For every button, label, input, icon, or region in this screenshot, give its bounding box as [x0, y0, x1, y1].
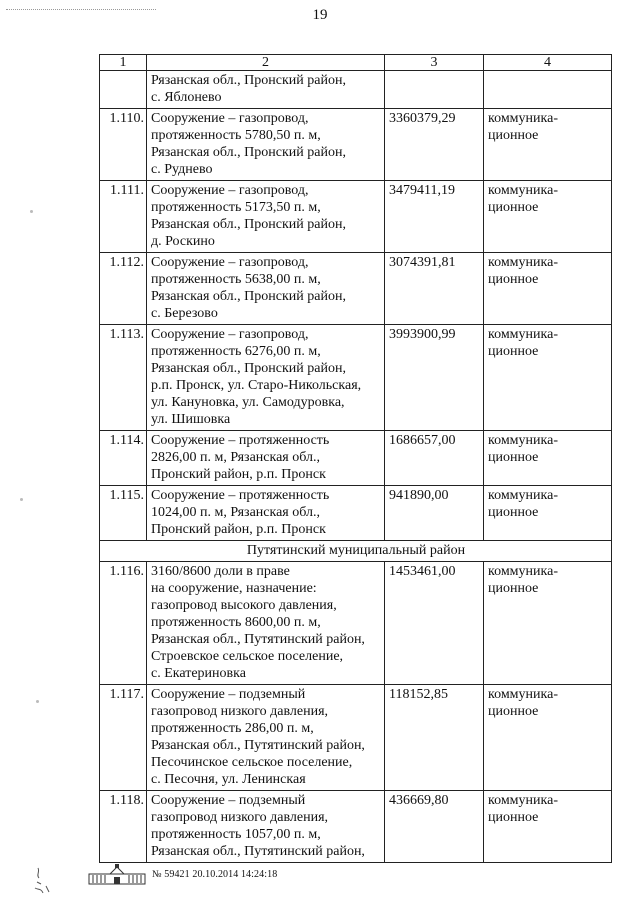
description-line: Сооружение – газопровод, [151, 183, 309, 198]
item-number: 1.118. [100, 791, 147, 863]
description-line: Сооружение – газопровод, [151, 255, 309, 270]
description-line: 3160/8600 доли в праве [151, 564, 290, 579]
item-value: 1686657,00 [385, 431, 484, 486]
item-purpose [484, 791, 612, 863]
description-line: с. Песочня, ул. Ленинская [151, 772, 306, 787]
item-description [147, 431, 385, 486]
description-line: Рязанская обл., Путятинский район, [151, 632, 365, 647]
purpose-line: коммуника- [488, 793, 558, 808]
description-line: Рязанская обл., Пронский район, [151, 217, 346, 232]
purpose-line: ционное [488, 272, 539, 287]
item-value: 3993900,99 [385, 325, 484, 431]
description-line: Рязанская обл., Путятинский район, [151, 844, 365, 859]
table-row [100, 431, 612, 486]
header-cell: 1 [100, 55, 147, 71]
section-title: Путятинский муниципальный район [100, 541, 612, 562]
description-line: протяженность 286,00 п. м, [151, 721, 314, 736]
description-line: ул. Шишовка [151, 412, 231, 427]
purpose-line: коммуника- [488, 111, 558, 126]
description-line: Рязанская обл., Путятинский район, [151, 738, 365, 753]
description-line: д. Роскино [151, 234, 215, 249]
item-value: 1453461,00 [385, 562, 484, 685]
description-line: р.п. Пронск, ул. Старо-Никольская, [151, 378, 362, 393]
registry-building-logo [88, 862, 146, 886]
purpose-line: ционное [488, 128, 539, 143]
description-line: Сооружение – протяженность [151, 488, 330, 503]
purpose-line: коммуника- [488, 255, 558, 270]
header-cell: 3 [385, 55, 484, 71]
purpose-line: ционное [488, 450, 539, 465]
description-line: на сооружение, назначение: [151, 581, 317, 596]
item-purpose [484, 685, 612, 791]
description-line: протяженность 6276,00 п. м, [151, 344, 321, 359]
scan-speck [36, 700, 39, 703]
table-row [100, 486, 612, 541]
item-description [147, 109, 385, 181]
item-value [385, 71, 484, 109]
item-purpose [484, 486, 612, 541]
item-number: 1.113. [100, 325, 147, 431]
item-description [147, 325, 385, 431]
item-purpose [484, 431, 612, 486]
description-line: с. Яблонево [151, 90, 222, 105]
description-line: Сооружение – газопровод, [151, 111, 309, 126]
item-value: 3360379,29 [385, 109, 484, 181]
item-description [147, 253, 385, 325]
property-table [99, 54, 612, 863]
handwritten-mark [32, 866, 54, 896]
description-line: протяженность 5780,50 п. м, [151, 128, 321, 143]
page-number: 19 [312, 7, 328, 23]
item-value: 436669,80 [385, 791, 484, 863]
description-line: с. Березово [151, 306, 218, 321]
purpose-line: коммуника- [488, 687, 558, 702]
table-row [100, 325, 612, 431]
item-value: 941890,00 [385, 486, 484, 541]
item-purpose [484, 253, 612, 325]
item-number: 1.111. [100, 181, 147, 253]
description-line: 1024,00 п. м, Рязанская обл., [151, 505, 320, 520]
description-line: Рязанская обл., Пронский район, [151, 145, 346, 160]
purpose-line: коммуника- [488, 327, 558, 342]
item-number: 1.110. [100, 109, 147, 181]
item-description [147, 562, 385, 685]
table-body [100, 71, 612, 863]
item-purpose [484, 109, 612, 181]
description-line: протяженность 8600,00 п. м, [151, 615, 321, 630]
description-line: Строевское сельское поселение, [151, 649, 344, 664]
item-purpose [484, 562, 612, 685]
item-description [147, 685, 385, 791]
description-line: Сооружение – протяженность [151, 433, 330, 448]
purpose-line: ционное [488, 810, 539, 825]
scan-speck [30, 210, 33, 213]
item-number: 1.112. [100, 253, 147, 325]
description-line: протяженность 1057,00 п. м, [151, 827, 321, 842]
table-row [100, 71, 612, 109]
table-row [100, 181, 612, 253]
item-description [147, 181, 385, 253]
description-line: Пронский район, р.п. Пронск [151, 467, 326, 482]
description-line: газопровод высокого давления, [151, 598, 337, 613]
item-value: 3074391,81 [385, 253, 484, 325]
item-purpose [484, 71, 612, 109]
purpose-line: ционное [488, 344, 539, 359]
item-number: 1.115. [100, 486, 147, 541]
item-purpose [484, 325, 612, 431]
item-description [147, 486, 385, 541]
description-line: Пронский район, р.п. Пронск [151, 522, 326, 537]
description-line: протяженность 5173,50 п. м, [151, 200, 321, 215]
table-row [100, 109, 612, 181]
item-description [147, 71, 385, 109]
description-line: Рязанская обл., Пронский район, [151, 289, 346, 304]
section-row [100, 541, 612, 562]
item-value: 3479411,19 [385, 181, 484, 253]
description-line: с. Екатериновка [151, 666, 246, 681]
purpose-line: ционное [488, 704, 539, 719]
description-line: Рязанская обл., Пронский район, [151, 73, 346, 88]
item-number: 1.114. [100, 431, 147, 486]
table-row [100, 791, 612, 863]
header-cell: 2 [147, 55, 385, 71]
item-number: 1.116. [100, 562, 147, 685]
description-line: Рязанская обл., Пронский район, [151, 361, 346, 376]
header-cell: 4 [484, 55, 612, 71]
item-value: 118152,85 [385, 685, 484, 791]
description-line: с. Руднево [151, 162, 213, 177]
item-purpose [484, 181, 612, 253]
table-row [100, 685, 612, 791]
footer-stamp [88, 862, 277, 886]
description-line: газопровод низкого давления, [151, 810, 329, 825]
purpose-line: ционное [488, 200, 539, 215]
description-line: Песочинское сельское поселение, [151, 755, 353, 770]
purpose-line: коммуника- [488, 433, 558, 448]
item-number: 1.117. [100, 685, 147, 791]
description-line: газопровод низкого давления, [151, 704, 329, 719]
purpose-line: коммуника- [488, 488, 558, 503]
description-line: протяженность 5638,00 п. м, [151, 272, 321, 287]
table-header-row [100, 55, 612, 71]
item-description [147, 791, 385, 863]
description-line: ул. Кануновка, ул. Самодуровка, [151, 395, 345, 410]
description-line: Сооружение – подземный [151, 687, 306, 702]
purpose-line: коммуника- [488, 183, 558, 198]
purpose-line: ционное [488, 505, 539, 520]
item-number [100, 71, 147, 109]
purpose-line: ционное [488, 581, 539, 596]
description-line: Сооружение – подземный [151, 793, 306, 808]
scan-speck [20, 498, 23, 501]
table-row [100, 562, 612, 685]
purpose-line: коммуника- [488, 564, 558, 579]
description-line: 2826,00 п. м, Рязанская обл., [151, 450, 320, 465]
registration-stamp-text: № 59421 20.10.2014 14:24:18 [152, 868, 278, 880]
table-row [100, 253, 612, 325]
description-line: Сооружение – газопровод, [151, 327, 309, 342]
